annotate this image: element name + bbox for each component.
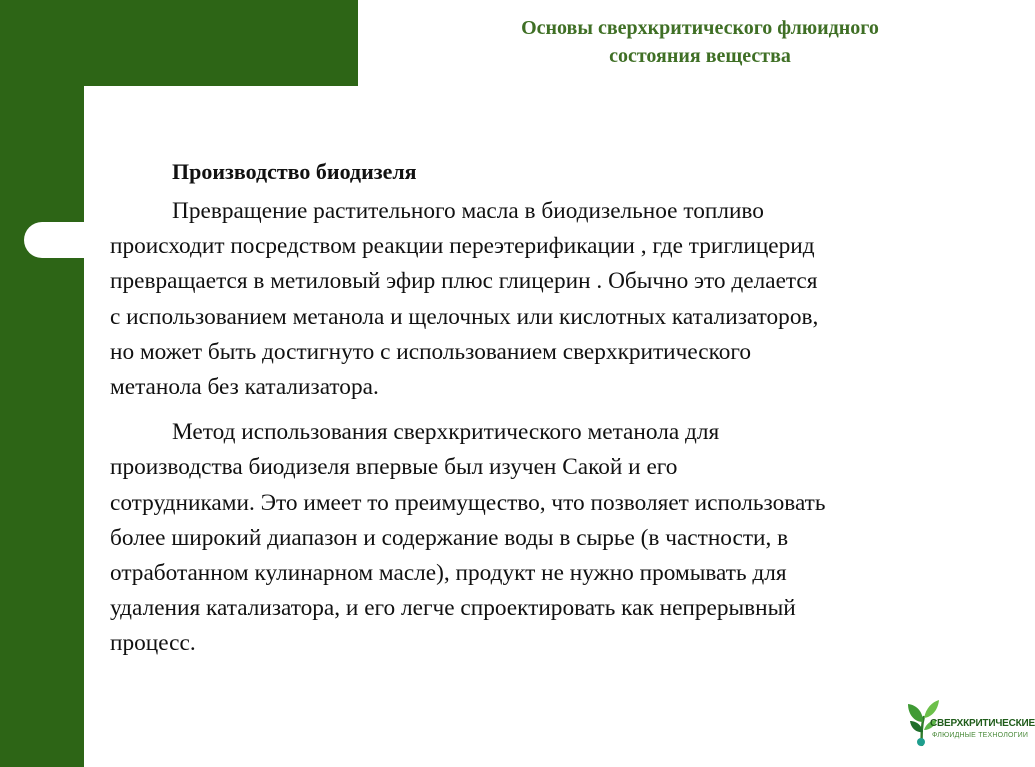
green-frame-top: [0, 0, 358, 86]
slide-title-line-1: Основы сверхкритического флюидного: [521, 17, 879, 39]
decorative-tab: [24, 222, 104, 258]
paragraph-line: превращается в метиловый эфир плюс глицерин . Обычно это делается: [110, 268, 818, 295]
paragraph-line: метанола без катализатора.: [110, 374, 379, 401]
slide-title-line-2: состояния вещества: [609, 45, 791, 67]
logo-text-line-2: ФЛЮИДНЫЕ ТЕХНОЛОГИИ: [932, 732, 1029, 739]
green-frame-left: [0, 0, 84, 767]
paragraph-line: с использованием метанола и щелочных или кислотных катализаторов,: [110, 303, 819, 330]
paragraph-line: но может быть достигнуто с использованием сверхкритического: [110, 338, 752, 365]
paragraph-line: Превращение растительного масла в биодизельное топливо: [172, 198, 764, 224]
paragraph-line: сотрудниками. Это имеет то преимущество, что позволяет использовать: [110, 489, 826, 516]
paragraph-1: [110, 194, 1006, 405]
logo-text-line-1: СВЕРХКРИТИЧЕСКИЕ: [930, 718, 1035, 729]
paragraph-line: более широкий диапазон и содержание воды в сырье (в частности, в: [110, 524, 789, 551]
paragraph-line: отработанном кулинарном масле), продукт не нужно промывать для: [110, 560, 787, 587]
slide-body: [110, 154, 1006, 672]
paragraph-line: удаления катализатора, и его легче спроектировать как непрерывный: [110, 595, 796, 622]
company-logo: [900, 690, 1035, 760]
paragraph-line: производства биодизеля впервые был изучен Сакой и его: [110, 454, 678, 481]
slide-title: [420, 14, 980, 70]
paragraph-line: Метод использования сверхкритического метанола для: [172, 419, 720, 446]
section-heading: Производство биодизеля: [172, 159, 417, 184]
paragraph-line: процесс.: [110, 630, 196, 657]
paragraph-2: [110, 415, 1006, 661]
paragraph-line: происходит посредством реакции переэтерификации , где триглицерид: [110, 233, 815, 260]
